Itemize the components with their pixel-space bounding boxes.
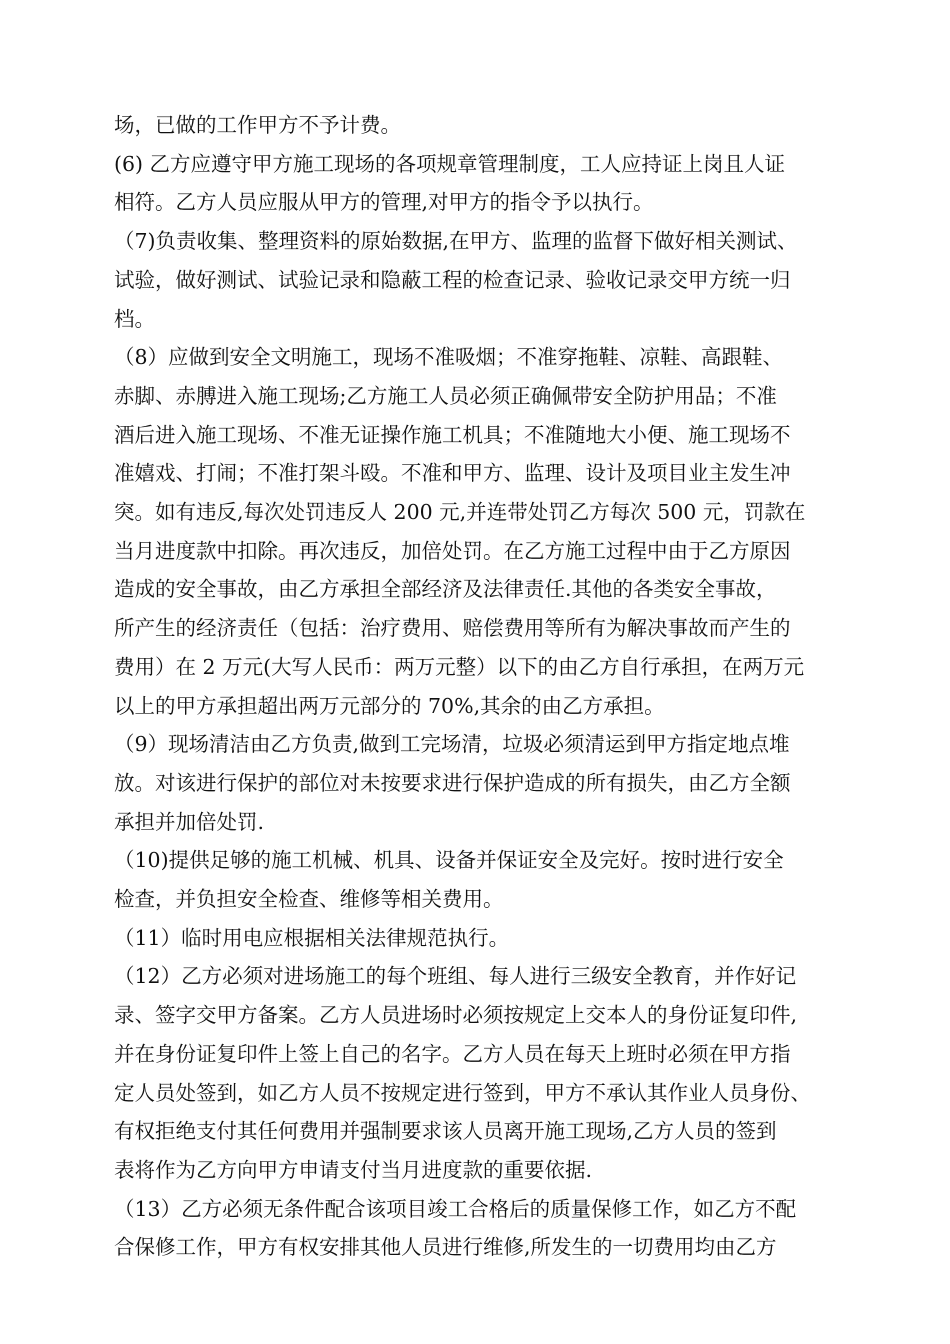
- clause-13: （13）乙方必须无条件配合该项目竣工合格后的质量保修工作，如乙方不配 合保修工作，甲方有权安排其他人员进行维修,所发生的一切费用均由乙方: [114, 1196, 797, 1260]
- clause-8: （8）应做到安全文明施工，现场不准吸烟；不准穿拖鞋、凉鞋、高跟鞋、 赤脚、赤膊进入施工现场;乙方施工人员必须正确佩带安全防护用品；不准 酒后进入施工现场、不准无证操作施工机具；不准随地大小便、施工现场不 准嬉戏、打闹；不准打架斗殴。不准和甲方、监理、设计及项目业主发生冲 突。如有违反,每次处罚违反人 200 元,并连带处罚乙方每次 500 元，罚款在 当月进度款中扣除。再次违反，加倍处罚。在乙方施工过程中由于乙方原因 造成的安全事故，由乙方承担全部经济及法律责任.其他的各类安全事故， 所产生的经济责任（包括：治疗费用、赔偿费用等所有为解决事故而产生的 费用）在 2 万元(大写人民币：两万元整）以下的由乙方自行承担，在两万元 以上的甲方承担超出两万元部分的 70%,其余的由乙方承担。: [114, 345, 806, 718]
- clause-11: （11）临时用电应根据相关法律规范执行。: [114, 925, 510, 950]
- clause-9: （9）现场清洁由乙方负责,做到工完场清，垃圾必须清运到甲方指定地点堆 放。对该进行保护的部位对未按要求进行保护造成的所有损失，由乙方全额 承担并加倍处罚.: [114, 732, 791, 834]
- clause-12: （12）乙方必须对进场施工的每个班组、每人进行三级安全教育，并作好记 录、签字交甲方备案。乙方人员进场时必须按规定上交本人的身份证复印件, 并在身份证复印件上签上自己的名字。乙方人员在每天上班时必须在甲方指 定人员处签到，如乙方人员不按规定进行签到，甲方不承认其作业人员身份、 有权拒绝支付其任何费用并强制要求该人员离开施工现场,乙方人员的签到 表将作为乙方向甲方申请支付当月进度款的重要依据.: [114, 964, 811, 1182]
- contract-body: [114, 106, 874, 1267]
- clause-7: （7)负责收集、整理资料的原始数据,在甲方、监理的监督下做好相关测试、 试验，做好测试、试验记录和隐蔽工程的检查记录、验收记录交甲方统一归 档。: [114, 229, 798, 331]
- clause-6: (6) 乙方应遵守甲方施工现场的各项规章管理制度，工人应持证上岗且人证 相符。乙方人员应服从甲方的管理,对甲方的指令予以执行。: [114, 151, 786, 215]
- paragraph-continuation: 场，已做的工作甲方不予计费。: [114, 113, 401, 137]
- clause-10: （10)提供足够的施工机械、机具、设备并保证安全及完好。按时进行安全 检查，并负担安全检查、维修等相关费用。: [114, 848, 784, 912]
